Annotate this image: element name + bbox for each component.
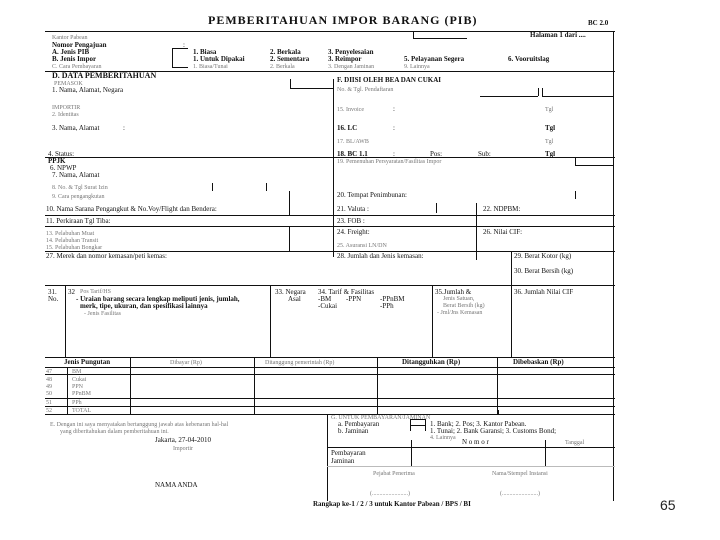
divider [497,357,498,414]
col-31-no: No. [48,295,59,303]
field-24: 24. Freight: [337,228,370,236]
col-36: 36. Jumlah Nilai CIF [514,288,574,296]
jenis-fasilitas: - Jenis Fasilitas [84,311,121,317]
field-21: 21. Valuta : [337,205,369,213]
pembayaran-row: Pembayaran [331,449,366,457]
option[interactable]: 1. Biasa/Tunai [193,64,228,70]
signature-line: (........................) [500,491,540,497]
divider [327,414,328,501]
row-name: Cukai [72,377,87,383]
field-8: 8. No. & Tgl Surat Izin [52,185,108,191]
tgl-label: Tgl [545,107,554,113]
divider [476,203,477,260]
payment-options: 1. Bank; 2. Pos; 3. Kantor Pabean. [430,420,527,428]
divider [575,157,576,165]
signer-name: NAMA ANDA [155,481,198,489]
field-11: 11. Perkiraan Tgl Tiba: [46,217,111,225]
divider [289,226,290,251]
divider [432,285,433,357]
row-no: 52 [46,408,52,414]
pejabat-label: Pejabat Penerima [373,471,415,477]
field-26: 26. Nilai CIF: [483,228,523,236]
divider [511,251,512,285]
tanggal-header: Tanggal [565,440,585,446]
field-7: 7. Nama, Alamat [52,171,100,179]
col-33: 33. Negara [275,288,306,296]
table-header: Jenis Pungutan [64,358,111,366]
field-30: 30. Berat Bersih (kg) [514,267,574,275]
option[interactable]: 3. Reimpor [328,55,362,63]
jaminan-option: b. Jaminan [338,427,369,435]
divider [45,226,615,227]
field-15: 15. Pelabuhan Bongkar [46,245,103,251]
divider [290,79,291,88]
table-header: Dibayar (Rp) [170,360,202,366]
tarif-bm: -BM [318,295,332,303]
importir-label: IMPORTIR [52,105,81,111]
kantor-label: Kantor Pabean [52,35,88,41]
divider [613,31,614,501]
field-25: 25. Asuransi LN/DN [337,243,387,249]
option[interactable]: 6. Vooruitslag [508,55,550,63]
table-header: Ditanggung pemerintah (Rp) [265,360,335,366]
divider [333,79,334,257]
row-no: 48 [46,377,52,383]
uraian-line-2: merk, tipe, ukuran, dan spesifikasi lainnya [80,302,208,310]
colon: : [183,41,185,49]
field-4: 4. Status: [48,150,75,158]
divider [542,96,613,97]
divider [67,367,68,414]
field-17-blawb: 17. BL/AWB [337,139,369,145]
divider [172,48,188,49]
nomor-header: N o m o r [462,438,489,446]
divider [575,191,576,199]
lainnya-option: 4. Lainnya [430,435,456,441]
row-no: 49 [46,384,52,390]
section-d-title: D. DATA PEMBERITAHUAN [52,71,157,80]
divider [377,357,378,414]
nomor-pengajuan-label: Nomor Pengajuan [52,41,107,49]
option[interactable]: 1. Untuk Dipakai [193,55,245,63]
row-no: 51 [46,400,52,406]
option[interactable]: 2. Berkala [270,48,301,56]
stempel-label: Nama/Stempel Instansi [492,471,548,477]
tarif-cukai: -Cukai [318,302,338,310]
divider [327,466,615,467]
colon: : [393,105,395,113]
jaminan-row: Jaminan [331,457,355,465]
table-header: Dibebaskan (Rp) [513,358,564,366]
tgl-label: Tgl [545,124,556,132]
role: Importir [173,446,193,452]
field-6: 6. NPWP [50,164,77,172]
field-20: 20. Tempat Penimbunan: [337,191,407,199]
field-16-lc: 16. LC [337,124,358,132]
col-35-kemasan: - Jml/Jns Kemasan [437,310,483,316]
field-28: 28. Jumlah dan Jenis kemasan: [337,252,424,260]
pos-label: Pos: [430,150,443,158]
option[interactable]: 2. Sementara [270,55,310,63]
option[interactable]: 9. Lainnya [404,64,430,70]
col-34: 34. Tarif & Fasilitas [318,288,375,296]
pos-tarif: Pos Tarif/HS [80,289,111,295]
cara-pembayaran-label: C. Cara Pembayaran [52,64,102,70]
divider [254,357,255,414]
page-indicator: Halaman 1 dari .... [530,31,586,39]
col-32: 32 [68,288,75,296]
row-name: PPN [72,384,84,390]
rangkap-note: Rangkap ke-1 / 2 / 3 untuk Kantor Pabean / BPS / BI [313,500,471,508]
divider [130,357,131,414]
divider [413,31,414,38]
row-name: PPh [72,400,82,406]
field-3: 3. Nama, Alamat [52,124,100,132]
divider [410,425,426,426]
form-code: BC 2.0 [588,19,609,27]
form-title: PEMBERITAHUAN IMPOR BARANG (PIB) [208,13,478,27]
tgl-label: Tgl [545,139,554,145]
row-name: BM [72,369,82,375]
colon: : [393,150,395,158]
row-no: 47 [46,369,52,375]
row-name: PPnBM [72,391,92,397]
section-f-title: F. DIISI OLEH BEA DAN CUKAI [337,76,441,84]
divider [172,48,173,67]
divider [45,414,615,415]
slide-number: 65 [660,497,676,513]
option[interactable]: 5. Pelayanan Segera [404,55,465,63]
divider [290,88,333,89]
row-no: 50 [46,391,52,397]
field-15-invoice: 15. Invoice [337,107,364,113]
field-23: 23. FOB : [337,217,365,225]
field-27: 27. Merek dan nomor kemasan/peti kemas: [46,252,167,260]
option[interactable]: 2. Berkala [270,64,295,70]
divider [270,285,271,357]
field-2: 2. Identitas [52,112,79,118]
field-9: 9. Cara pengangkutan [52,194,105,200]
table-header: Ditangguhkan (Rp) [402,358,461,366]
divider [436,203,437,213]
option[interactable]: 3. Penyelesaian [328,48,374,56]
divider [542,88,543,96]
option[interactable]: 1. Biasa [193,48,217,56]
field-13: 13. Pelabuhan Muat [46,231,95,237]
no-tgl-pendaftaran: No. & Tgl. Pendaftaran [337,87,394,93]
field-18-bc11: 18. BC 1.1 [337,150,368,158]
col-33-asal: Asal [288,295,301,303]
declaration-line-1: E. Dengan ini saya menyatakan bertanggung jawab atas kebenaran hal-hal [50,422,229,428]
divider [289,191,290,215]
divider [266,183,267,191]
colon: : [123,124,125,132]
field-14: 14. Pelabuhan Transit [46,238,99,244]
divider [45,157,615,158]
row-name: TOTAL [72,408,92,414]
col-35: 35.Jumlah & [435,288,472,296]
jenis-pib-label: A. Jenis PIB [52,48,90,56]
divider [65,285,66,357]
sub-label: Sub: [478,150,491,158]
field-19: 19. Pemenuhan Persyaratan/Fasilitas Impor [337,159,442,165]
divider [545,440,546,466]
divider [575,165,613,166]
ppjk-label: PPJK [48,157,66,165]
pembayaran-option: a. Pembayaran [338,420,380,428]
tgl-label: Tgl [545,150,556,158]
divider [327,447,615,448]
divider [212,183,213,191]
colon: : [393,124,395,132]
field-29: 29. Berat Kotor (kg) [514,252,572,260]
divider [480,96,538,97]
divider [538,88,539,96]
divider [411,440,412,466]
divider [498,410,499,415]
jaminan-options: 1. Tunai; 2. Bank Garansi; 3. Customs Bond; [430,427,557,435]
tarif-ppnbm: -PPnBM [380,295,405,303]
section-g-title: G. UNTUK PEMBAYARAN/JAMINAN [331,415,431,421]
col-35-berat: Berat Bersih (kg) [443,303,485,309]
divider [45,215,615,216]
field-10: 10. Nama Sarana Pengangkut & No.Voy/Flight dan Bendera: [46,205,217,213]
divider [511,285,512,357]
uraian-line-1: - Uraian barang secara lengkap meliputi jenis, jumlah, [76,295,240,303]
divider [45,285,615,286]
signature-line: (........................) [370,491,410,497]
divider [172,67,188,68]
field-22: 22. NDPBM: [483,205,521,213]
option[interactable]: 3. Dengan Jaminan [328,64,375,70]
tarif-ppn: -PPN [346,295,362,303]
field-1: 1. Nama, Alamat, Negara [52,86,124,94]
jenis-impor-label: B. Jenis Impor [52,55,97,63]
col-35-satuan: Jenis Satuan, [443,296,475,302]
divider [413,38,467,39]
col-31: 31. [48,288,57,296]
tarif-pph: -PPh [380,302,394,310]
place-date: Jakarta, 27-04-2010 [155,436,211,444]
pemasok-label: PEMASOK [54,81,83,87]
declaration-line-2: yang diberitahukan dalam pemberitahuan ini. [60,429,169,435]
